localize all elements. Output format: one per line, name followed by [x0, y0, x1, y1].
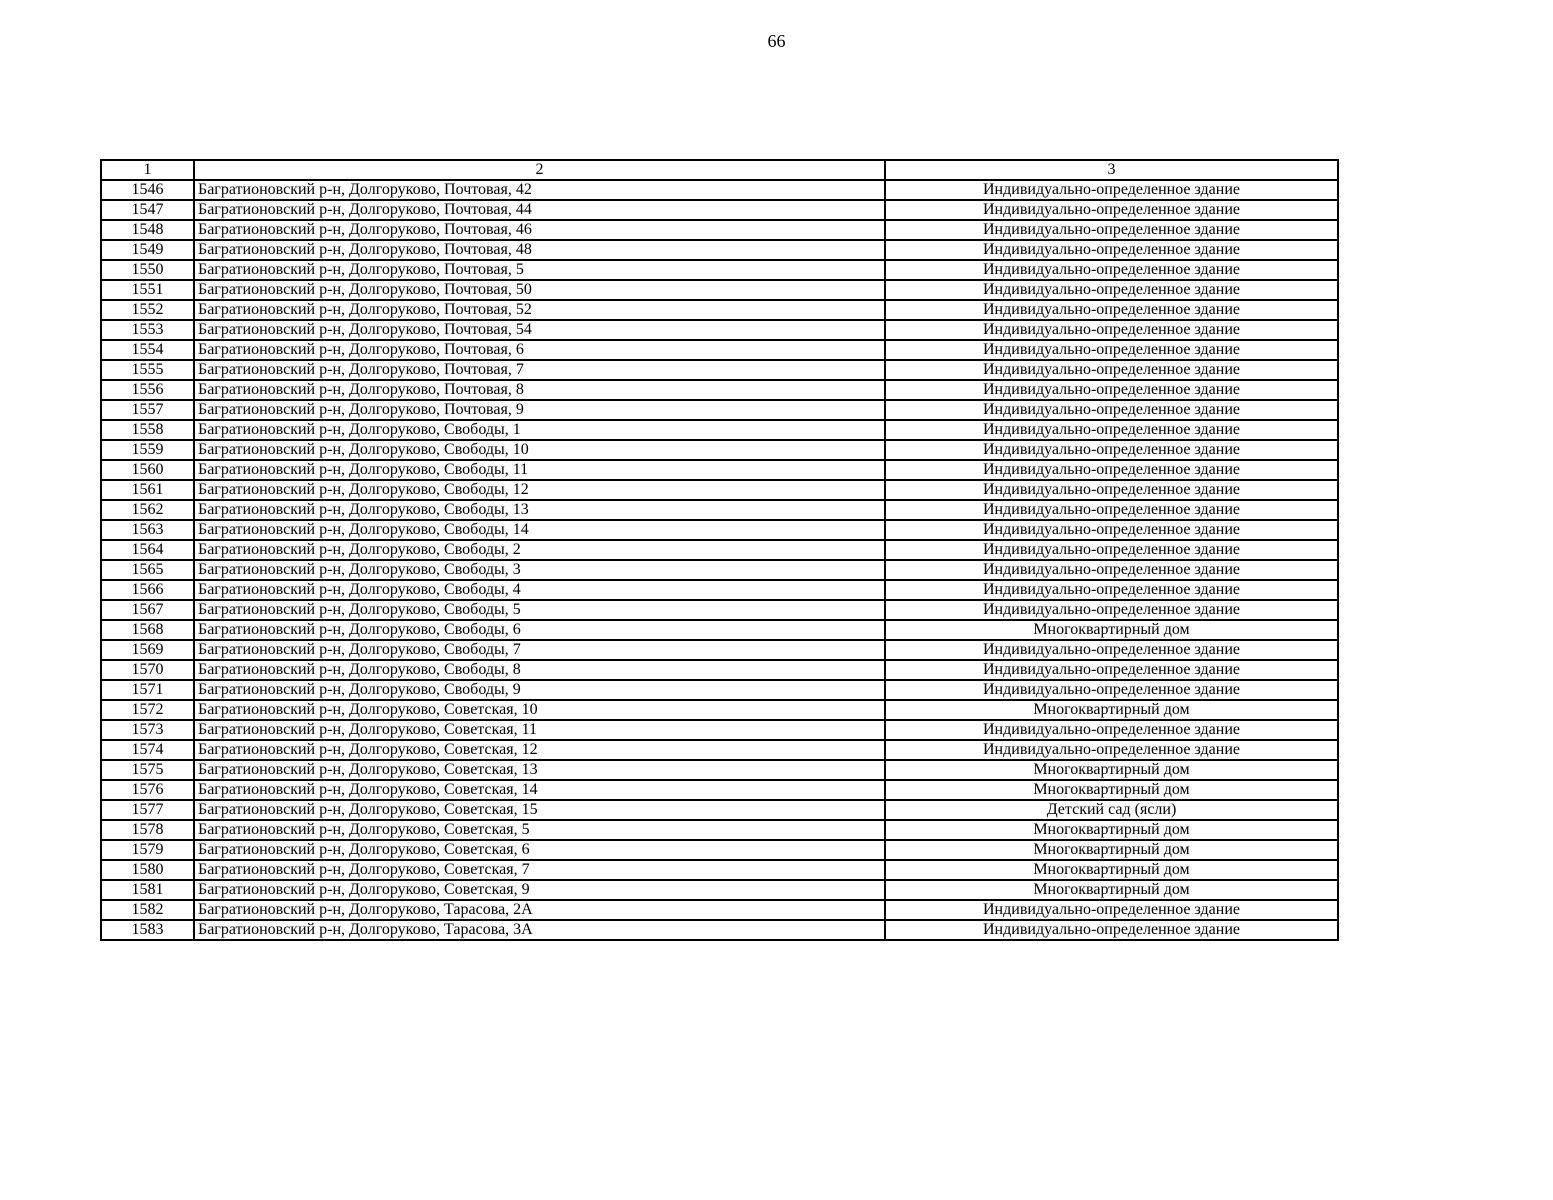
- row-number-cell: 1572: [101, 700, 194, 720]
- object-type-cell: Индивидуально-определенное здание: [885, 460, 1338, 480]
- table-row: [101, 620, 1338, 640]
- row-number-cell: 1561: [101, 480, 194, 500]
- table-row: [101, 380, 1338, 400]
- object-type-cell: Многоквартирный дом: [885, 840, 1338, 860]
- table-row: [101, 440, 1338, 460]
- row-number-cell: 1571: [101, 680, 194, 700]
- row-number-cell: 1559: [101, 440, 194, 460]
- table-row: [101, 740, 1338, 760]
- address-cell: Багратионовский р-н, Долгоруково, Свободы, 4: [194, 580, 885, 600]
- address-cell: Багратионовский р-н, Долгоруково, Советская, 10: [194, 700, 885, 720]
- address-cell: Багратионовский р-н, Долгоруково, Почтовая, 46: [194, 220, 885, 240]
- row-number-cell: 1581: [101, 880, 194, 900]
- object-type-cell: Индивидуально-определенное здание: [885, 320, 1338, 340]
- object-type-cell: Детский сад (ясли): [885, 800, 1338, 820]
- table-row: [101, 200, 1338, 220]
- address-cell: Багратионовский р-н, Долгоруково, Советская, 7: [194, 860, 885, 880]
- object-type-cell: Многоквартирный дом: [885, 700, 1338, 720]
- address-cell: Багратионовский р-н, Долгоруково, Тарасова, 3А: [194, 920, 885, 940]
- table-row: [101, 180, 1338, 200]
- address-cell: Багратионовский р-н, Долгоруково, Почтовая, 8: [194, 380, 885, 400]
- object-type-cell: Индивидуально-определенное здание: [885, 400, 1338, 420]
- object-type-cell: Индивидуально-определенное здание: [885, 680, 1338, 700]
- table-row: [101, 580, 1338, 600]
- address-cell: Багратионовский р-н, Долгоруково, Советская, 5: [194, 820, 885, 840]
- table-row: [101, 660, 1338, 680]
- address-cell: Багратионовский р-н, Долгоруково, Почтовая, 7: [194, 360, 885, 380]
- address-cell: Багратионовский р-н, Долгоруково, Свободы, 10: [194, 440, 885, 460]
- address-cell: Багратионовский р-н, Долгоруково, Почтовая, 44: [194, 200, 885, 220]
- object-type-cell: Многоквартирный дом: [885, 860, 1338, 880]
- table-row: [101, 260, 1338, 280]
- object-type-cell: Индивидуально-определенное здание: [885, 500, 1338, 520]
- address-cell: Багратионовский р-н, Долгоруково, Советская, 6: [194, 840, 885, 860]
- object-type-cell: Индивидуально-определенное здание: [885, 580, 1338, 600]
- object-type-cell: Многоквартирный дом: [885, 760, 1338, 780]
- object-type-cell: Индивидуально-определенное здание: [885, 240, 1338, 260]
- object-type-cell: Индивидуально-определенное здание: [885, 480, 1338, 500]
- row-number-cell: 1569: [101, 640, 194, 660]
- table-row: [101, 700, 1338, 720]
- table-row: [101, 920, 1338, 940]
- address-cell: Багратионовский р-н, Долгоруково, Советская, 12: [194, 740, 885, 760]
- row-number-cell: 1547: [101, 200, 194, 220]
- object-type-cell: Индивидуально-определенное здание: [885, 920, 1338, 940]
- table-row: [101, 860, 1338, 880]
- object-type-cell: Индивидуально-определенное здание: [885, 520, 1338, 540]
- row-number-cell: 1552: [101, 300, 194, 320]
- row-number-cell: 1554: [101, 340, 194, 360]
- address-cell: Багратионовский р-н, Долгоруково, Почтовая, 52: [194, 300, 885, 320]
- object-type-cell: Многоквартирный дом: [885, 620, 1338, 640]
- row-number-cell: 1567: [101, 600, 194, 620]
- table-row: [101, 400, 1338, 420]
- object-type-cell: Индивидуально-определенное здание: [885, 280, 1338, 300]
- row-number-cell: 1570: [101, 660, 194, 680]
- address-cell: Багратионовский р-н, Долгоруково, Свободы, 7: [194, 640, 885, 660]
- row-number-cell: 1580: [101, 860, 194, 880]
- table-row: [101, 900, 1338, 920]
- row-number-cell: 1564: [101, 540, 194, 560]
- row-number-cell: 1562: [101, 500, 194, 520]
- address-cell: Багратионовский р-н, Долгоруково, Почтовая, 48: [194, 240, 885, 260]
- table-row: [101, 600, 1338, 620]
- page-number: 66: [767, 31, 786, 51]
- header-cell-2: 2: [194, 160, 885, 180]
- object-type-cell: Индивидуально-определенное здание: [885, 380, 1338, 400]
- table-row: [101, 760, 1338, 780]
- table-row: [101, 560, 1338, 580]
- address-cell: Багратионовский р-н, Долгоруково, Свободы, 8: [194, 660, 885, 680]
- row-number-cell: 1557: [101, 400, 194, 420]
- table-row: [101, 360, 1338, 380]
- table-row: [101, 420, 1338, 440]
- address-cell: Багратионовский р-н, Долгоруково, Свободы, 1: [194, 420, 885, 440]
- table-body: [101, 180, 1338, 940]
- row-number-cell: 1568: [101, 620, 194, 640]
- table-header-row: [101, 160, 1338, 180]
- row-number-cell: 1583: [101, 920, 194, 940]
- table-row: [101, 820, 1338, 840]
- address-cell: Багратионовский р-н, Долгоруково, Тарасова, 2А: [194, 900, 885, 920]
- table-row: [101, 680, 1338, 700]
- table-row: [101, 240, 1338, 260]
- address-cell: Багратионовский р-н, Долгоруково, Советская, 11: [194, 720, 885, 740]
- object-type-cell: Индивидуально-определенное здание: [885, 340, 1338, 360]
- table-row: [101, 340, 1338, 360]
- row-number-cell: 1574: [101, 740, 194, 760]
- table-row: [101, 460, 1338, 480]
- row-number-cell: 1563: [101, 520, 194, 540]
- row-number-cell: 1549: [101, 240, 194, 260]
- object-type-cell: Индивидуально-определенное здание: [885, 220, 1338, 240]
- row-number-cell: 1575: [101, 760, 194, 780]
- row-number-cell: 1553: [101, 320, 194, 340]
- object-type-cell: Индивидуально-определенное здание: [885, 900, 1338, 920]
- header-cell-3: 3: [885, 160, 1338, 180]
- table-row: [101, 220, 1338, 240]
- row-number-cell: 1558: [101, 420, 194, 440]
- address-cell: Багратионовский р-н, Долгоруково, Свободы, 12: [194, 480, 885, 500]
- object-type-cell: Многоквартирный дом: [885, 780, 1338, 800]
- address-cell: Багратионовский р-н, Долгоруково, Свободы, 2: [194, 540, 885, 560]
- table-row: [101, 320, 1338, 340]
- table-row: [101, 520, 1338, 540]
- object-type-cell: Индивидуально-определенное здание: [885, 720, 1338, 740]
- row-number-cell: 1550: [101, 260, 194, 280]
- table-row: [101, 840, 1338, 860]
- table-row: [101, 800, 1338, 820]
- table-row: [101, 780, 1338, 800]
- object-type-cell: Многоквартирный дом: [885, 820, 1338, 840]
- address-cell: Багратионовский р-н, Долгоруково, Советская, 15: [194, 800, 885, 820]
- address-cell: Багратионовский р-н, Долгоруково, Свободы, 14: [194, 520, 885, 540]
- object-type-cell: Индивидуально-определенное здание: [885, 360, 1338, 380]
- row-number-cell: 1576: [101, 780, 194, 800]
- object-type-cell: Индивидуально-определенное здание: [885, 180, 1338, 200]
- row-number-cell: 1556: [101, 380, 194, 400]
- address-cell: Багратионовский р-н, Долгоруково, Почтовая, 6: [194, 340, 885, 360]
- row-number-cell: 1577: [101, 800, 194, 820]
- object-type-cell: Индивидуально-определенное здание: [885, 440, 1338, 460]
- object-type-cell: Индивидуально-определенное здание: [885, 420, 1338, 440]
- table-row: [101, 640, 1338, 660]
- header-cell-1: 1: [101, 160, 194, 180]
- table-row: [101, 540, 1338, 560]
- row-number-cell: 1566: [101, 580, 194, 600]
- object-type-cell: Индивидуально-определенное здание: [885, 260, 1338, 280]
- object-type-cell: Индивидуально-определенное здание: [885, 640, 1338, 660]
- object-type-cell: Индивидуально-определенное здание: [885, 560, 1338, 580]
- object-type-cell: Индивидуально-определенное здание: [885, 600, 1338, 620]
- table-row: [101, 880, 1338, 900]
- row-number-cell: 1551: [101, 280, 194, 300]
- address-cell: Багратионовский р-н, Долгоруково, Советская, 14: [194, 780, 885, 800]
- address-cell: Багратионовский р-н, Долгоруково, Свободы, 9: [194, 680, 885, 700]
- table-row: [101, 280, 1338, 300]
- object-type-cell: Индивидуально-определенное здание: [885, 540, 1338, 560]
- address-cell: Багратионовский р-н, Долгоруково, Советская, 13: [194, 760, 885, 780]
- registry-table: [100, 159, 1339, 941]
- object-type-cell: Индивидуально-определенное здание: [885, 200, 1338, 220]
- address-cell: Багратионовский р-н, Долгоруково, Свободы, 3: [194, 560, 885, 580]
- row-number-cell: 1573: [101, 720, 194, 740]
- row-number-cell: 1565: [101, 560, 194, 580]
- address-cell: Багратионовский р-н, Долгоруково, Свободы, 5: [194, 600, 885, 620]
- row-number-cell: 1560: [101, 460, 194, 480]
- object-type-cell: Индивидуально-определенное здание: [885, 300, 1338, 320]
- address-cell: Багратионовский р-н, Долгоруково, Советская, 9: [194, 880, 885, 900]
- row-number-cell: 1582: [101, 900, 194, 920]
- row-number-cell: 1578: [101, 820, 194, 840]
- address-cell: Багратионовский р-н, Долгоруково, Почтовая, 9: [194, 400, 885, 420]
- address-cell: Багратионовский р-н, Долгоруково, Почтовая, 50: [194, 280, 885, 300]
- table-row: [101, 480, 1338, 500]
- row-number-cell: 1579: [101, 840, 194, 860]
- address-cell: Багратионовский р-н, Долгоруково, Почтовая, 5: [194, 260, 885, 280]
- object-type-cell: Индивидуально-определенное здание: [885, 660, 1338, 680]
- object-type-cell: Индивидуально-определенное здание: [885, 740, 1338, 760]
- row-number-cell: 1555: [101, 360, 194, 380]
- address-cell: Багратионовский р-н, Долгоруково, Свободы, 11: [194, 460, 885, 480]
- table-row: [101, 300, 1338, 320]
- row-number-cell: 1546: [101, 180, 194, 200]
- table-row: [101, 500, 1338, 520]
- address-cell: Багратионовский р-н, Долгоруково, Почтовая, 54: [194, 320, 885, 340]
- address-cell: Багратионовский р-н, Долгоруково, Почтовая, 42: [194, 180, 885, 200]
- row-number-cell: 1548: [101, 220, 194, 240]
- table-row: [101, 720, 1338, 740]
- object-type-cell: Многоквартирный дом: [885, 880, 1338, 900]
- address-cell: Багратионовский р-н, Долгоруково, Свободы, 6: [194, 620, 885, 640]
- address-cell: Багратионовский р-н, Долгоруково, Свободы, 13: [194, 500, 885, 520]
